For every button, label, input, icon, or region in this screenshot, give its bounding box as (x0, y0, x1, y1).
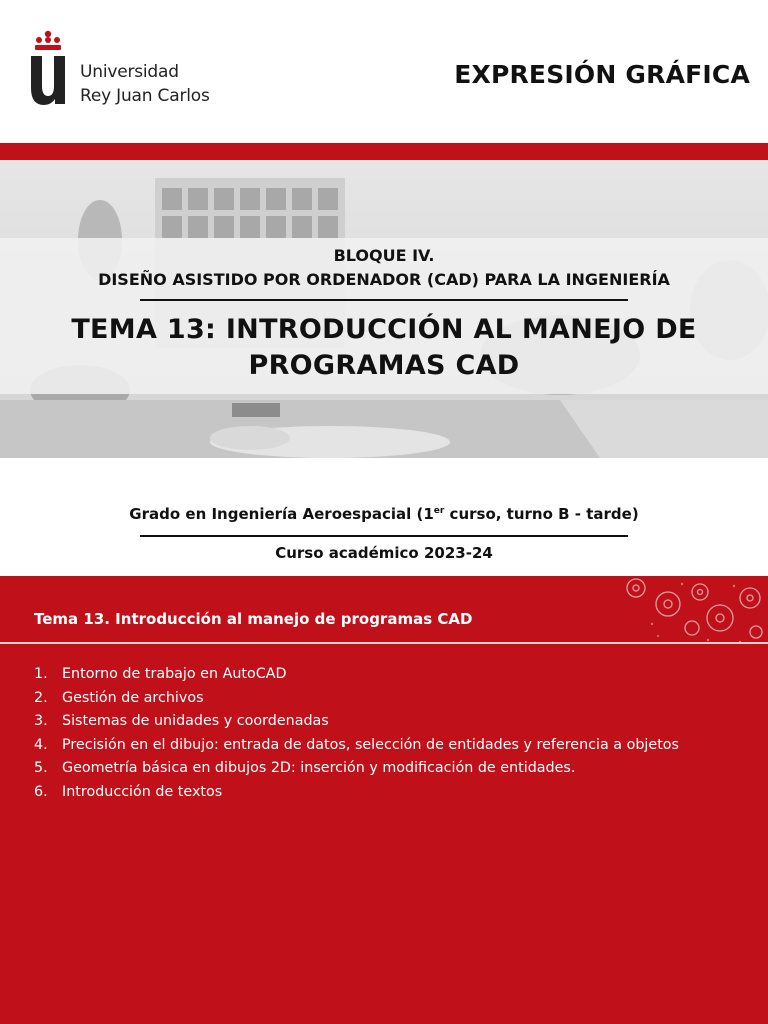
tema-title-line1: TEMA 13: INTRODUCCIÓN AL MANEJO DE (71, 314, 697, 345)
block-label: BLOQUE IV. (333, 246, 435, 265)
university-logo (28, 30, 228, 110)
list-item-text: Geometría básica en dibujos 2D: inserción y modificación de entidades. (62, 760, 576, 776)
list-item-number: 1. (34, 666, 48, 682)
list-item-text: Entorno de trabajo en AutoCAD (62, 666, 287, 682)
list-item-text: Precisión en el dibujo: entrada de datos, selección de entidades y referencia a objetos (62, 736, 679, 753)
list-item (34, 687, 679, 711)
list-item-text: Gestión de archivos (62, 689, 204, 706)
list-item-number: 6. (34, 783, 48, 800)
degree-text-rest: curso, turno B - tarde) (444, 505, 639, 523)
academic-year: Curso académico 2023-24 (275, 544, 493, 562)
gears-icon (608, 576, 768, 646)
list-item (34, 663, 679, 687)
title-divider (140, 299, 628, 301)
list-item-number: 3. (34, 713, 48, 729)
list-item (34, 781, 679, 805)
red-band (0, 143, 768, 160)
topics-list (34, 663, 679, 804)
degree-text: Grado en Ingeniería Aeroespacial (1 (129, 505, 434, 523)
tema-title-line2: PROGRAMAS CAD (248, 350, 520, 381)
subject-title: EXPRESIÓN GRÁFICA (454, 60, 750, 89)
list-item-number: 4. (34, 736, 48, 753)
list-item (34, 734, 679, 758)
list-item-number: 2. (34, 689, 48, 706)
university-name-line1: Universidad (80, 62, 179, 82)
degree-superscript: er (433, 506, 445, 516)
block-title: DISEÑO ASISTIDO POR ORDENADOR (CAD) PARA LA INGENIERÍA (98, 270, 670, 289)
list-item-number: 5. (34, 760, 48, 776)
urjc-crown-u-logo-icon (28, 30, 76, 110)
section-divider (0, 642, 768, 644)
list-item (34, 757, 679, 781)
university-name-line2: Rey Juan Carlos (80, 86, 210, 106)
section-title: Tema 13. Introducción al manejo de programas CAD (34, 610, 473, 628)
degree-info (0, 505, 768, 523)
list-item (34, 710, 679, 734)
header (0, 0, 768, 143)
degree-divider (140, 535, 628, 537)
list-item-text: Sistemas de unidades y coordenadas (62, 713, 329, 729)
list-item-text: Introducción de textos (62, 783, 223, 800)
